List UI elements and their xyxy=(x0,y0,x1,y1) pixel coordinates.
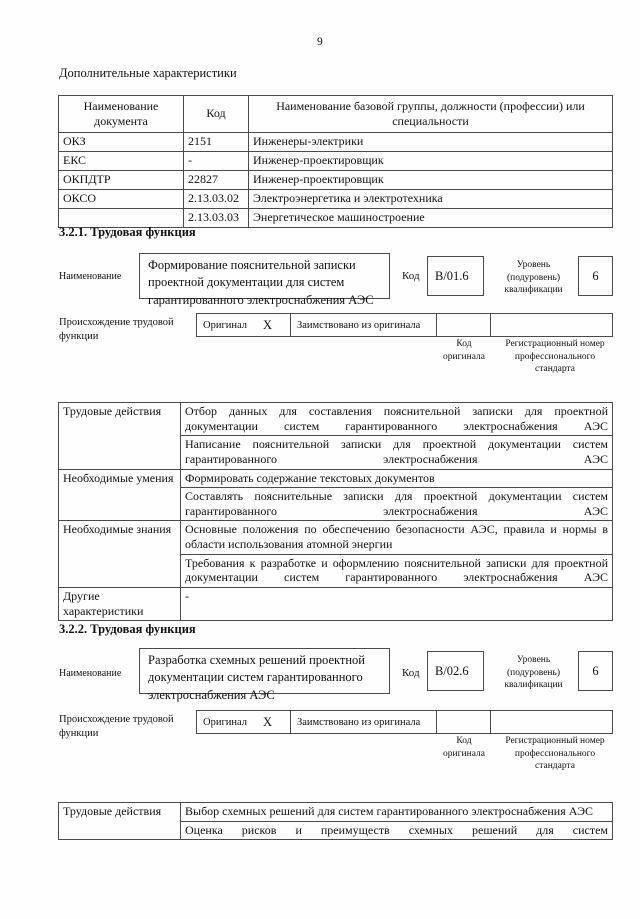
cell-document: ОКСО xyxy=(59,190,184,209)
function-level-label-1 xyxy=(496,259,571,297)
cell-document: ОКПДТР xyxy=(59,171,184,190)
duty-row-skills xyxy=(59,469,613,488)
cell-code: 2.13.03.03 xyxy=(184,209,249,228)
duty-value-skill-1: Формировать содержание текстовых документов xyxy=(181,469,613,488)
function-code-label-1: Код xyxy=(402,270,420,282)
cell-document: ЕКС xyxy=(59,152,184,171)
duty-value-other: - xyxy=(181,587,613,620)
duty-table-2 xyxy=(58,802,613,840)
origin-reg-cell xyxy=(491,314,613,337)
duty-row-other xyxy=(59,587,613,620)
origin-code-caption-2: Код оригинала xyxy=(443,736,485,759)
duty-label-skills: Необходимые умения xyxy=(59,469,181,521)
cell-name: Инженер-проектировщик xyxy=(249,152,613,171)
cell-name: Энергетическое машиностроение xyxy=(249,209,613,228)
duty-value-action-2: Написание пояснительной записки для проектной документации систем гарантированного электроснабжения АЭС xyxy=(181,436,613,469)
cell-name: Электроэнергетика и электротехника xyxy=(249,190,613,209)
table-row xyxy=(59,152,613,171)
origin-table-2 xyxy=(196,710,613,734)
section-heading-3-2-2: 3.2.2. Трудовая функция xyxy=(59,622,196,636)
origin-label-1: Происхождение трудовой функции xyxy=(59,317,174,343)
origin-original-mark: X xyxy=(262,714,272,729)
duty-label-knowledge: Необходимые знания xyxy=(59,521,181,588)
level-label-line-3: квалификации xyxy=(504,680,563,691)
origin-original-cell xyxy=(197,314,291,337)
function-level-box-1: 6 xyxy=(578,256,613,296)
origin-row xyxy=(197,314,613,337)
function-code-label-2: Код xyxy=(402,667,420,679)
duty-label-other: Другие характеристики xyxy=(59,587,181,620)
level-label-line-2: (подуровень) xyxy=(506,272,561,283)
cell-code: - xyxy=(184,152,249,171)
function-name-box-1: Формирование пояснительной записки проектной документации для систем гарантированного электроснабжения АЭС xyxy=(139,253,390,299)
table-row xyxy=(59,133,613,152)
section-heading-3-2-1: 3.2.1. Трудовая функция xyxy=(59,225,196,239)
origin-code-caption-1: Код оригинала xyxy=(443,339,485,362)
duty-row-actions xyxy=(59,403,613,436)
origin-original-label: Оригинал xyxy=(203,716,247,728)
cell-code: 2.13.03.02 xyxy=(184,190,249,209)
duty-row-knowledge xyxy=(59,521,613,554)
table-header-row xyxy=(59,96,613,133)
column-header-code: Код xyxy=(184,96,249,133)
duty-label-actions: Трудовые действия xyxy=(59,403,181,470)
origin-borrowed-cell: Заимствовано из оригинала xyxy=(291,314,437,337)
table-row xyxy=(59,190,613,209)
origin-code-cell xyxy=(437,711,491,734)
origin-original-mark: X xyxy=(262,317,272,332)
duty-value-action-2: Оценка рисков и преимуществ схемных решений для систем xyxy=(181,821,613,840)
origin-borrowed-cell: Заимствовано из оригинала xyxy=(291,711,437,734)
function-code-box-2: B/02.6 xyxy=(427,651,484,691)
origin-original-cell xyxy=(197,711,291,734)
duty-value-knowledge-1: Основные положения по обеспечению безопасности АЭС, правила и нормы в области использования атомной энергии xyxy=(181,521,613,554)
additional-characteristics-table xyxy=(58,95,613,228)
table-row xyxy=(59,171,613,190)
origin-code-cell xyxy=(437,314,491,337)
function-code-box-1: B/01.6 xyxy=(427,256,484,296)
level-label-line-1: Уровень xyxy=(516,655,551,665)
origin-original-label: Оригинал xyxy=(203,319,247,331)
section-intro-text: Дополнительные характеристики xyxy=(59,66,237,80)
origin-reg-cell xyxy=(491,711,613,734)
column-header-document: Наименование документа xyxy=(59,96,184,133)
function-level-box-2: 6 xyxy=(578,651,613,691)
function-name-box-2: Разработка схемных решений проектной документации систем гарантированного электроснабжения АЭС xyxy=(139,648,390,694)
cell-document: ОКЗ xyxy=(59,133,184,152)
function-name-label-1: Наименование xyxy=(59,271,122,282)
duty-value-action-1: Отбор данных для составления пояснительной записки для проектной документации систем гарантированного электроснабжения АЭС xyxy=(181,403,613,436)
origin-label-2: Происхождение трудовой функции xyxy=(59,714,174,740)
cell-name: Инженер-проектировщик xyxy=(249,171,613,190)
duty-row-actions xyxy=(59,803,613,822)
cell-code: 22827 xyxy=(184,171,249,190)
duty-label-actions: Трудовые действия xyxy=(59,803,181,840)
duty-value-action-1: Выбор схемных решений для систем гарантированного электроснабжения АЭС xyxy=(181,803,613,822)
origin-table-1 xyxy=(196,313,613,337)
column-header-name: Наименование базовой группы, должности (профессии) или специальности xyxy=(249,96,613,133)
function-name-label-2: Наименование xyxy=(59,668,122,679)
level-label-line-2: (подуровень) xyxy=(506,667,561,678)
duty-table-1 xyxy=(58,402,613,621)
level-label-line-1: Уровень xyxy=(516,260,551,270)
origin-reg-caption-1: Регистрационный номер профессионального стандарта xyxy=(505,339,605,375)
duty-value-knowledge-2: Требования к разработке и оформлению пояснительной записки для проектной документации систем гарантированного электроснабжения АЭС xyxy=(181,554,613,587)
level-label-line-3: квалификации xyxy=(504,285,563,296)
cell-code: 2151 xyxy=(184,133,249,152)
function-level-label-2 xyxy=(496,654,571,692)
page-number: 9 xyxy=(317,36,323,48)
cell-name: Инженеры-электрики xyxy=(249,133,613,152)
duty-value-skill-2: Составлять пояснительные записки для проектной документации систем гарантированного электроснабжения АЭС xyxy=(181,488,613,521)
origin-row xyxy=(197,711,613,734)
origin-reg-caption-2: Регистрационный номер профессионального стандарта xyxy=(505,736,605,772)
